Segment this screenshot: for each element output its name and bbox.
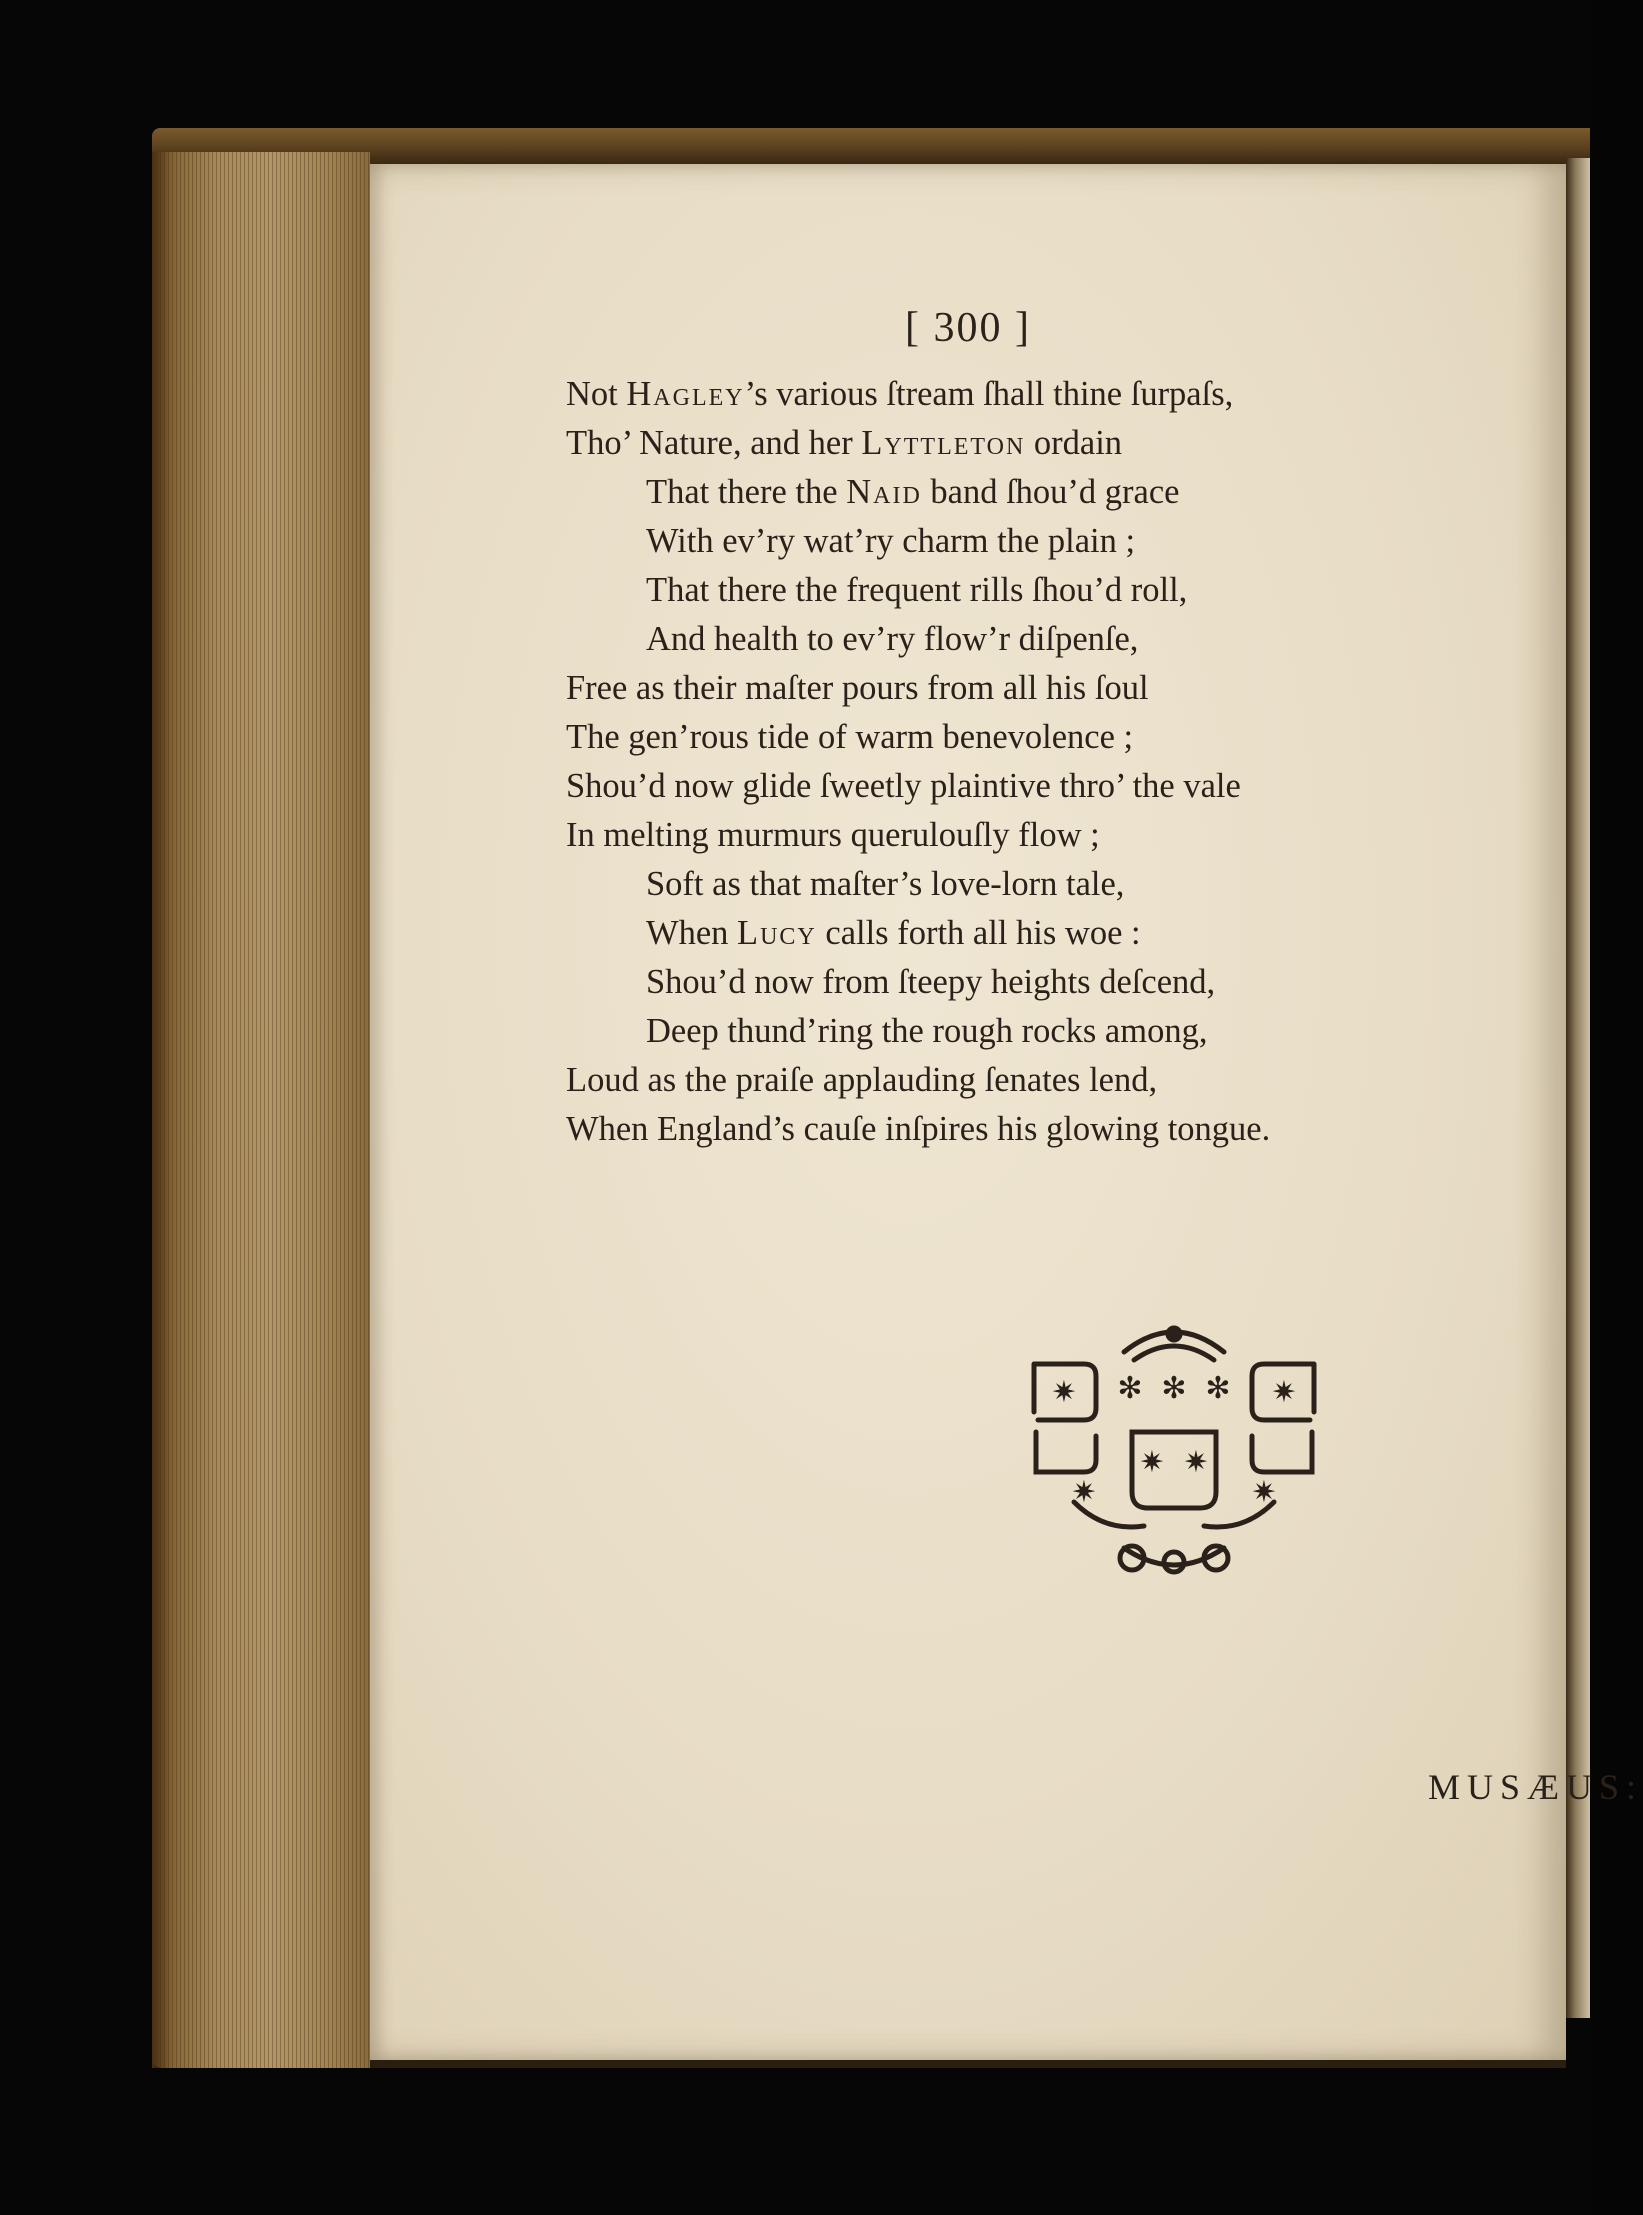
svg-text:✷: ✷ xyxy=(1251,1475,1277,1510)
facing-page-edge xyxy=(1566,158,1590,2018)
line-text: ordain xyxy=(1025,424,1123,462)
poem-line xyxy=(566,811,1486,860)
line-text: band ſhou’d grace xyxy=(921,473,1180,511)
book-page xyxy=(370,164,1643,2060)
poem-line xyxy=(566,370,1486,419)
page-fore-edge xyxy=(152,152,370,2068)
catchword: MUSÆUS: xyxy=(1428,1767,1643,1807)
poem-line xyxy=(566,566,1486,615)
line-text: Deep thund’ring the rough rocks among, xyxy=(646,1012,1208,1050)
poem-line xyxy=(566,419,1486,468)
printers-ornament-icon xyxy=(1014,1312,1334,1582)
poem-line xyxy=(566,517,1486,566)
poem-line xyxy=(566,615,1486,664)
poem-line xyxy=(566,713,1486,762)
poem-line xyxy=(566,1105,1486,1154)
line-text: Not xyxy=(566,375,627,413)
line-text: Shou’d now glide ſweetly plaintive thro’ the vale xyxy=(566,767,1241,805)
line-text: When xyxy=(646,914,738,952)
poem-text xyxy=(566,370,1486,1154)
page-bottom-shadow xyxy=(370,2060,1566,2068)
svg-text:✷: ✷ xyxy=(1051,1375,1077,1410)
line-text: In melting murmurs querulouſly flow ; xyxy=(566,816,1100,854)
page-number: [ 300 ] xyxy=(905,305,1031,351)
line-text: That there the frequent rills ſhou’d roll, xyxy=(646,571,1188,609)
poem-line xyxy=(566,468,1486,517)
line-text: The gen’rous tide of warm benevolence ; xyxy=(566,718,1134,756)
line-text: With ev’ry wat’ry charm the plain ; xyxy=(646,522,1136,560)
line-text: Tho’ Nature, and her xyxy=(566,424,862,462)
svg-text:✻: ✻ xyxy=(1161,1371,1187,1406)
small-caps-name: Lucy xyxy=(737,914,817,952)
line-text: Soft as that maſter’s love-lorn tale, xyxy=(646,865,1125,903)
line-text: When England’s cauſe inſpires his glowing tongue. xyxy=(566,1110,1271,1148)
line-text: Shou’d now from ſteepy heights deſcend, xyxy=(646,963,1216,1001)
line-text: Free as their maſter pours from all his ſoul xyxy=(566,669,1149,707)
small-caps-name: Hagley xyxy=(626,375,745,413)
poem-line xyxy=(566,860,1486,909)
poem-line xyxy=(566,958,1486,1007)
line-text: calls forth all his woe : xyxy=(816,914,1141,952)
small-caps-name: Lyttleton xyxy=(861,424,1026,462)
svg-text:✷: ✷ xyxy=(1271,1375,1297,1410)
book xyxy=(152,128,1643,2068)
small-caps-name: Naid xyxy=(846,473,922,511)
poem-line xyxy=(566,1007,1486,1056)
svg-text:✷: ✷ xyxy=(1183,1445,1209,1480)
svg-text:✷: ✷ xyxy=(1139,1445,1165,1480)
poem-line xyxy=(566,762,1486,811)
poem-line xyxy=(566,909,1486,958)
line-text: That there the xyxy=(646,473,847,511)
poem-line xyxy=(566,664,1486,713)
line-text: And health to ev’ry flow’r diſpenſe, xyxy=(646,620,1139,658)
svg-text:✷: ✷ xyxy=(1071,1475,1097,1510)
line-text: Loud as the praiſe applauding ſenates lend, xyxy=(566,1061,1158,1099)
svg-text:✻: ✻ xyxy=(1205,1371,1231,1406)
poem-line xyxy=(566,1056,1486,1105)
line-text: ’s various ſtream ſhall thine ſurpaſs, xyxy=(744,375,1234,413)
svg-text:✻: ✻ xyxy=(1117,1371,1143,1406)
